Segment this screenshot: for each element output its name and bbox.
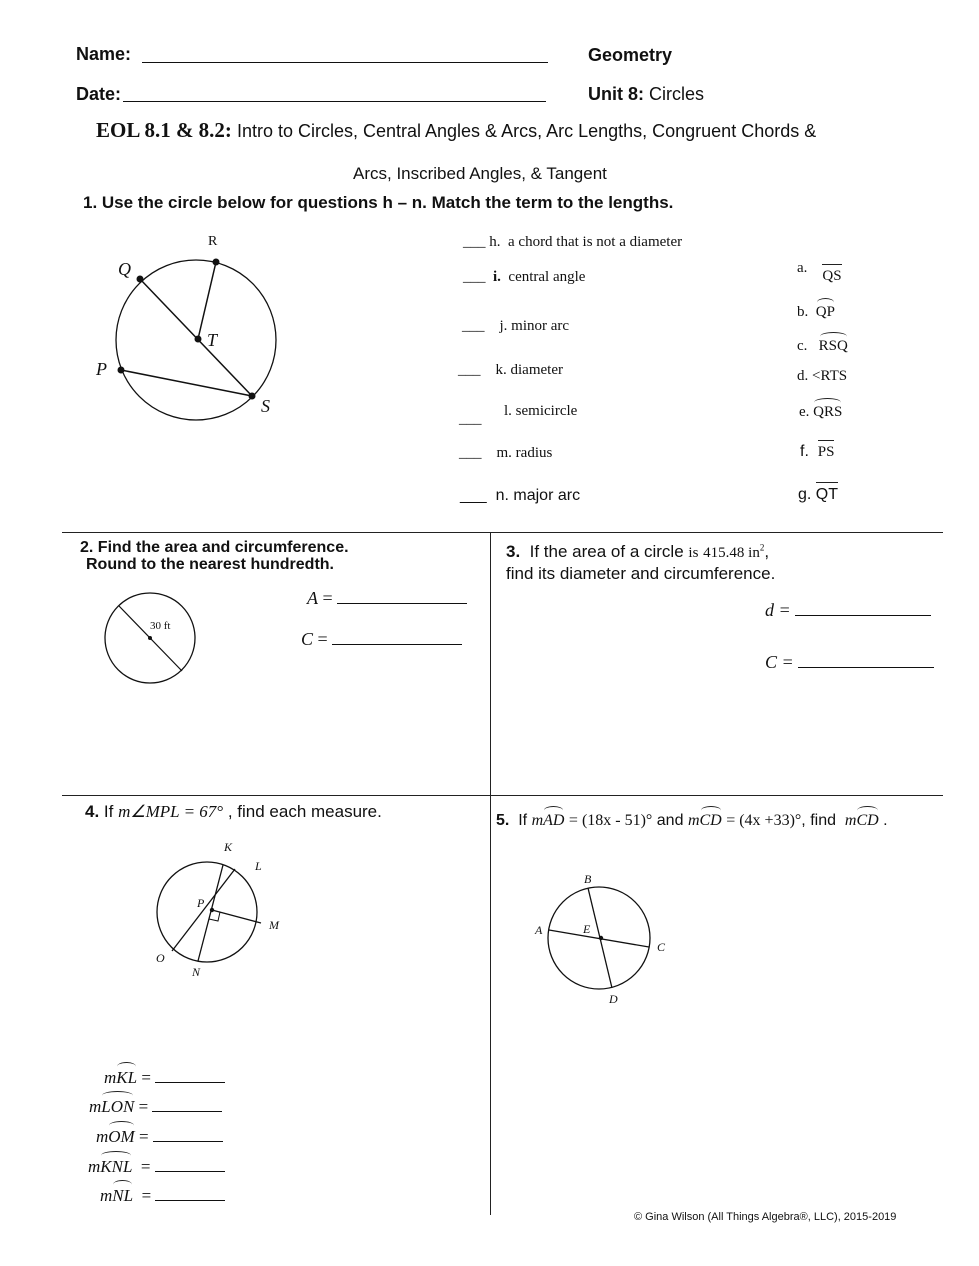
answer-b: b. QP — [797, 304, 835, 320]
q2-prompt-line1: 2. Find the area and circumference. — [80, 539, 349, 556]
point-r — [213, 259, 220, 266]
q5-label-b: B — [584, 872, 592, 886]
footer-copyright: © Gina Wilson (All Things Algebra®, LLC), 2015-2019 — [634, 1211, 897, 1223]
answer-e: e. QRS — [799, 404, 843, 420]
q2-area-row: A = — [307, 588, 467, 609]
q3-prompt-line2: find its diameter and circumference. — [506, 564, 776, 583]
q1-prompt: 1. Use the circle below for questions h – n. Match the term to the lengths. — [83, 193, 674, 212]
label-q: Q — [118, 259, 131, 279]
q4-prompt: 4. If m∠MPL = 67° , find each measure. — [85, 802, 382, 821]
q2-area-blank[interactable] — [337, 589, 467, 604]
q5-prompt: 5. If mAD = (18x - 51)° and mCD = (4x +33)°, find mCD . — [496, 812, 888, 829]
label-s: S — [261, 396, 270, 416]
label-p: P — [96, 359, 107, 379]
term-i: ___ i. central angle — [463, 269, 586, 285]
q4-label-m: M — [269, 918, 279, 932]
term-j: ___ j. minor arc — [462, 318, 570, 334]
date-label: Date: — [76, 84, 122, 104]
q5-label-a: A — [535, 923, 543, 937]
unit-label: Unit 8: — [588, 84, 644, 104]
term-k: ___ k. diameter — [458, 362, 563, 378]
q2-circumference-blank[interactable] — [332, 630, 462, 645]
term-m: ___ m. radius — [459, 445, 553, 461]
q3-circumference-blank[interactable] — [798, 653, 934, 668]
title-code: EOL 8.1 & 8.2: — [96, 118, 232, 142]
subject-label: Geometry — [588, 45, 673, 65]
q5-label-e: E — [583, 922, 591, 936]
q3-diameter-row: d = — [765, 600, 931, 621]
title-line2: Arcs, Inscribed Angles, & Tangent — [353, 164, 607, 183]
term-h: ___ h. a chord that is not a diameter — [463, 234, 683, 250]
q4-measure-knl: mKNL = — [88, 1157, 225, 1177]
label-t: T — [207, 330, 218, 350]
divider-top — [62, 532, 943, 533]
q4-measure-om: mOM = — [96, 1127, 223, 1147]
answer-a: a. QS — [797, 260, 842, 284]
unit-heading — [588, 84, 704, 105]
q5-label-c: C — [657, 940, 666, 954]
unit-name: Circles — [649, 84, 705, 104]
point-p — [118, 367, 125, 374]
q3-circumference-row: C = — [765, 652, 934, 673]
q4-label-k: K — [224, 840, 233, 854]
term-n: ___ n. major arc — [460, 487, 581, 504]
page-title — [96, 118, 816, 143]
answer-c: c. RSQ — [797, 338, 848, 354]
chord-ps — [121, 370, 252, 396]
term-l: ___ l. semicircle — [459, 403, 578, 427]
q3-prompt-line1: 3. If the area of a circle is 415.48 $in^2$, — [506, 542, 770, 561]
point-q — [137, 276, 144, 283]
q4-measure-lon: mLON = — [89, 1097, 222, 1117]
label-r: R — [208, 234, 218, 249]
point-s — [249, 393, 256, 400]
q4-label-n: N — [192, 965, 201, 979]
q2-circle-diagram — [104, 592, 200, 688]
divider-vertical — [490, 533, 491, 1215]
q4-label-o: O — [156, 951, 165, 965]
divider-middle — [62, 795, 943, 796]
q4-measure-nl: mNL = — [100, 1186, 225, 1206]
answer-g: g. QT — [798, 486, 839, 503]
title-line1: Intro to Circles, Central Angles & Arcs, Arc Lengths, Congruent Chords & — [236, 121, 817, 141]
radius-tr — [198, 262, 216, 339]
q4-measure-kl: mKL = — [104, 1068, 225, 1088]
name-blank[interactable] — [142, 62, 548, 63]
answer-d: d. <RTS — [797, 368, 848, 384]
q3-diameter-blank[interactable] — [795, 601, 931, 616]
q5-circle-diagram — [545, 882, 655, 992]
q4-label-l: L — [255, 859, 262, 873]
point-t — [195, 336, 202, 343]
q2-prompt-line2: Round to the nearest hundredth. — [86, 556, 334, 573]
answer-f: f. PS — [800, 443, 835, 460]
q5-label-d: D — [609, 992, 618, 1006]
q4-label-p: P — [197, 896, 205, 910]
date-blank[interactable] — [123, 101, 546, 102]
q2-circumference-row: C = — [301, 629, 462, 650]
q2-diameter-label: 30 ft — [150, 620, 171, 632]
name-label: Name: — [76, 44, 132, 64]
